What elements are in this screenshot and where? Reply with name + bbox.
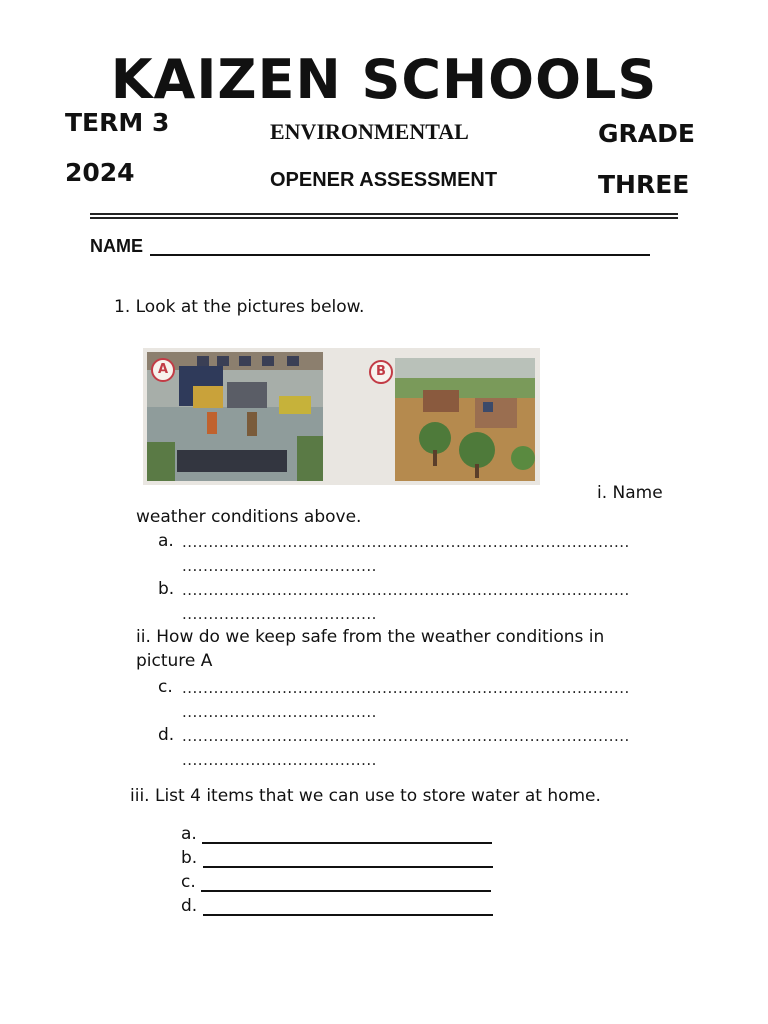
term-label: TERM 3 — [65, 108, 170, 137]
picture-b-badge: B — [369, 360, 393, 384]
weather-pictures — [143, 348, 540, 485]
list-item-d-marker: d. — [181, 896, 198, 916]
header-divider-bottom — [90, 217, 678, 219]
answer-a-marker: a. — [158, 531, 174, 551]
list-item-d-line[interactable] — [203, 896, 493, 916]
part-i-prompt: i. Name — [597, 483, 663, 503]
question-1-intro: 1. Look at the pictures below. — [114, 297, 365, 317]
subject-label: ENVIRONMENTAL — [270, 119, 469, 144]
part-i-prompt-cont: weather conditions above. — [136, 507, 362, 527]
answer-d-line[interactable]: ..................................................................................... — [182, 727, 630, 745]
part-ii-prompt: ii. How do we keep safe from the weather conditions in — [136, 627, 605, 647]
answer-d-line-2[interactable]: ..................................... — [182, 751, 377, 769]
answer-a-line[interactable]: ..................................................................................... — [182, 533, 630, 551]
answer-b-line-2[interactable]: ..................................... — [182, 605, 377, 623]
list-item-a-line[interactable] — [202, 824, 492, 844]
part-ii-prompt-cont: picture A — [136, 651, 213, 671]
part-iii-prompt: iii. List 4 items that we can use to store water at home. — [130, 786, 601, 806]
grade-level: THREE — [598, 170, 690, 199]
answer-d-marker: d. — [158, 725, 175, 745]
year-label: 2024 — [65, 158, 135, 187]
answer-c-line[interactable]: ..................................................................................... — [182, 679, 630, 697]
answer-c-marker: c. — [158, 677, 173, 697]
grade-label: GRADE — [598, 119, 695, 148]
list-item-a-marker: a. — [181, 824, 197, 844]
answer-b-marker: b. — [158, 579, 175, 599]
answer-a-line-2[interactable]: ..................................... — [182, 557, 377, 575]
list-item-a — [181, 824, 492, 844]
picture-a-flood — [147, 352, 323, 481]
assessment-label: OPENER ASSESSMENT — [270, 169, 498, 191]
answer-c-line-2[interactable]: ..................................... — [182, 703, 377, 721]
list-item-c-marker: c. — [181, 872, 196, 892]
list-item-c — [181, 872, 491, 892]
picture-a-badge: A — [151, 358, 175, 382]
list-item-c-line[interactable] — [201, 872, 491, 892]
answer-b-line[interactable]: ..................................................................................... — [182, 581, 630, 599]
name-label: NAME — [90, 236, 143, 256]
school-name: KAIZEN SCHOOLS — [110, 48, 658, 111]
list-item-b-marker: b. — [181, 848, 198, 868]
list-item-b-line[interactable] — [203, 848, 493, 868]
picture-b-sunny — [376, 358, 535, 481]
list-item-d — [181, 896, 493, 916]
list-item-b — [181, 848, 493, 868]
header-divider-top — [90, 213, 678, 215]
name-input-line[interactable] — [150, 254, 650, 256]
